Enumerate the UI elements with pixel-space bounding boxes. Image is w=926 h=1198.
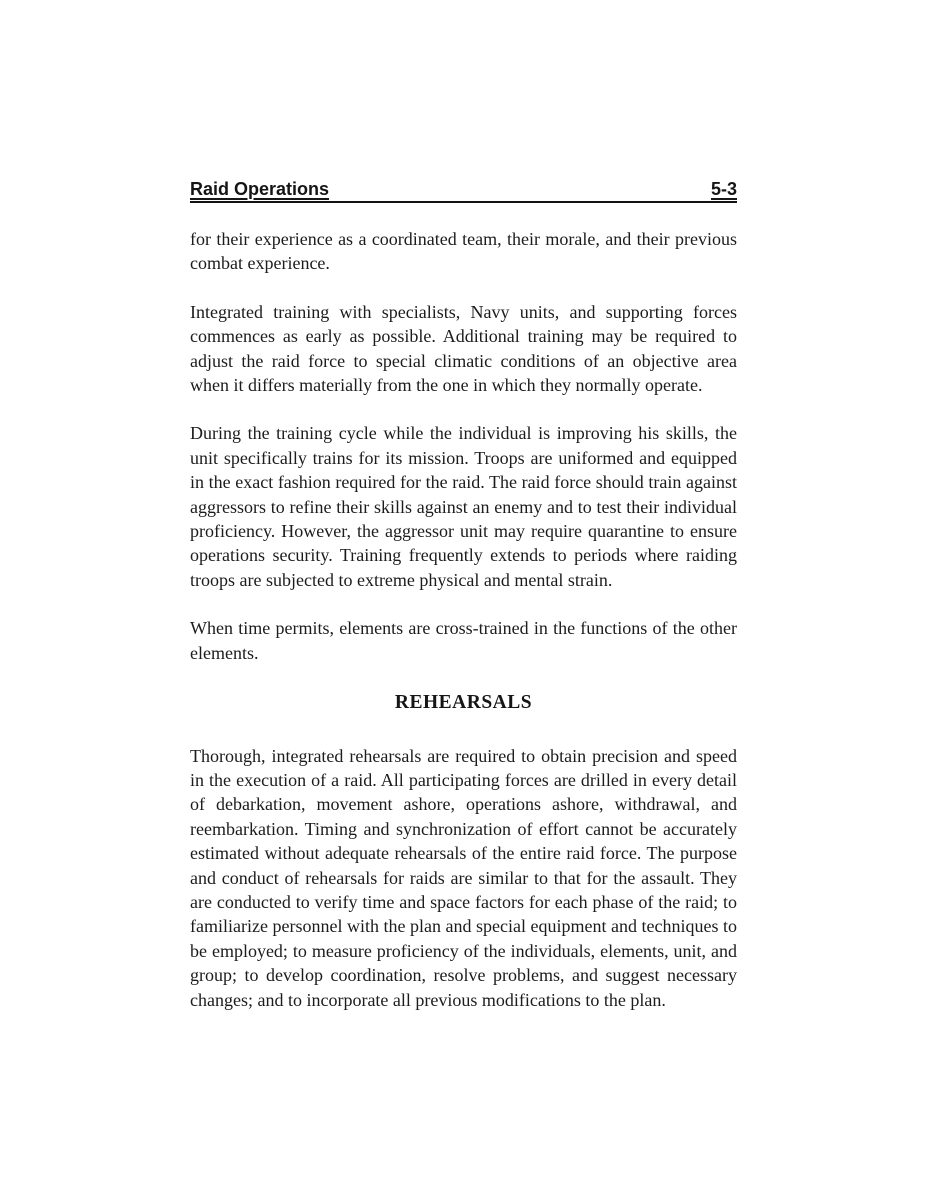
- document-page: [190, 179, 737, 1036]
- paragraph-training-cycle: During the training cycle while the individual is improving his skills, the unit specifically trains for its mission. Troops are uniformed and equipped in the exact fashion required for the raid. The raid force should train against aggressors to refine their skills against an enemy and to test their individual proficiency. However, the aggressor unit may require quarantine to ensure operations security. Training frequently extends to periods where raiding troops are subjected to extreme physical and mental strain.: [190, 423, 737, 590]
- page-body: [190, 227, 737, 1012]
- paragraph-integrated-training: Integrated training with specialists, Navy units, and supporting forces commences as early as possible. Additional training may be required to adjust the raid force to special climatic conditions of an objective area when it differs materially from the one in which they normally operate.: [190, 301, 737, 396]
- paragraph-cross-training: When time permits, elements are cross-trained in the functions of the other elements.: [190, 618, 737, 663]
- paragraph-continuation: for their experience as a coordinated team, their morale, and their previous combat experience.: [190, 229, 737, 274]
- page-number: 5-3: [710, 179, 737, 199]
- section-heading-rehearsals: REHEARSALS: [394, 692, 533, 714]
- running-header-title: Raid Operations: [190, 179, 330, 199]
- page-header: [190, 179, 737, 203]
- paragraph-rehearsals: Thorough, integrated rehearsals are required to obtain precision and speed in the execution of a raid. All participating forces are drilled in every detail of debarkation, movement ashore, operations ashore, withdrawal, and reembarkation. Timing and synchronization of effort cannot be accurately estimated without adequate rehearsals of the entire raid force. The purpose and conduct of rehearsals for raids are similar to that for the assault. They are conducted to verify time and space factors for each phase of the raid; to familiarize personnel with the plan and special equipment and techniques to be employed; to measure proficiency of the individuals, elements, unit, and group; to develop coordination, resolve problems, and suggest necessary changes; and to incorporate all previous modifications to the plan.: [190, 745, 737, 1010]
